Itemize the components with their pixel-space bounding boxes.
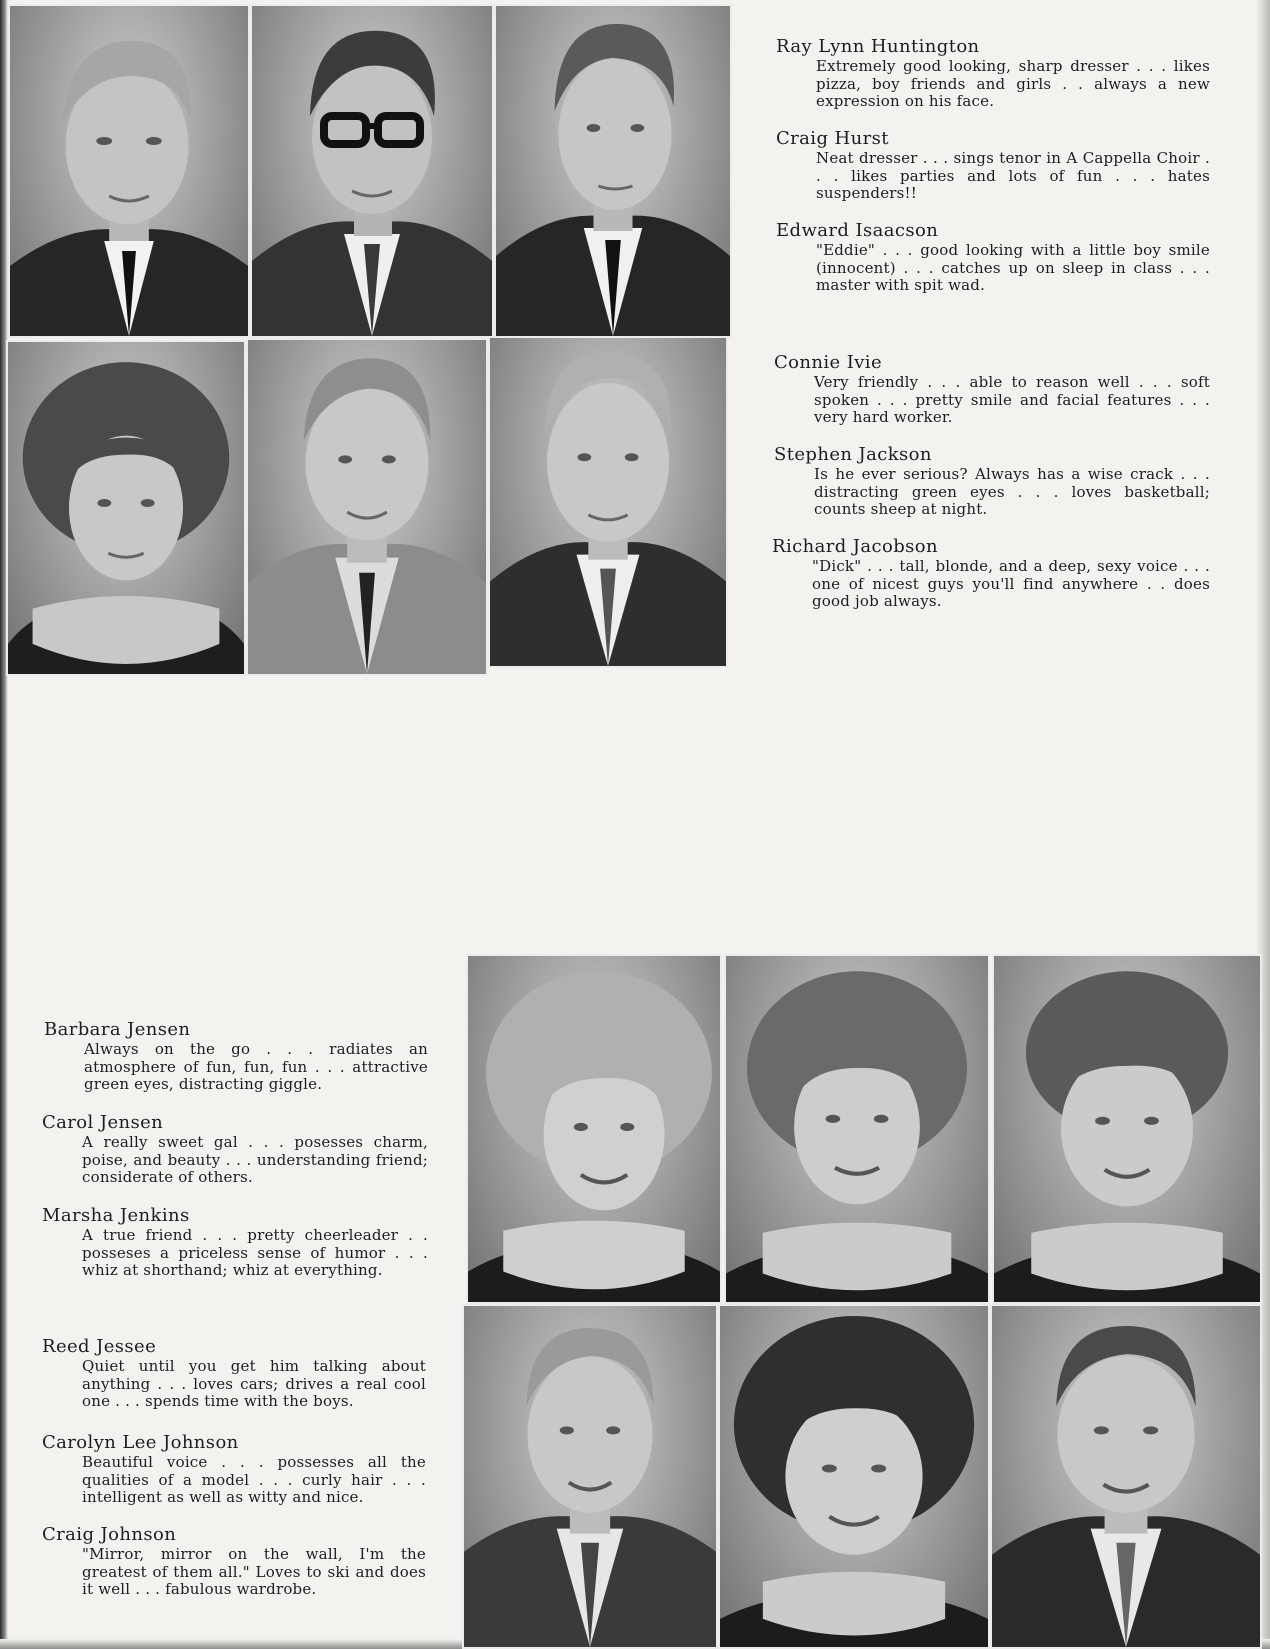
portrait-carol-jensen: [724, 954, 990, 1304]
student-description: "Mirror, mirror on the wall, I'm the greatest of them all." Loves to ski and does it well . . . fabulous wardrobe.: [82, 1545, 426, 1598]
student-name: Stephen Jackson: [774, 444, 932, 465]
bio-entry: [42, 1112, 428, 1187]
page-binding-edge: [0, 0, 8, 1649]
student-name: Carolyn Lee Johnson: [42, 1432, 239, 1453]
student-name: Connie Ivie: [774, 352, 883, 373]
student-name: Craig Johnson: [42, 1524, 177, 1545]
student-name: Richard Jacobson: [772, 536, 939, 557]
bio-entry: [774, 352, 1210, 427]
portrait-connie-ivie: [6, 340, 246, 676]
bio-entry: [776, 128, 1210, 203]
student-description: Extremely good looking, sharp dresser . . . likes pizza, boy friends and girls . . always a new expression on his face.: [816, 57, 1210, 110]
bio-entry: [44, 1019, 428, 1094]
portrait-marsha-jenkins: [992, 954, 1262, 1304]
student-name: Edward Isaacson: [776, 220, 939, 241]
student-description: Very friendly . . . able to reason well . . . soft spoken . . . pretty smile and facial features . . . very hard worker.: [814, 373, 1210, 426]
portrait-barbara-jensen: [466, 954, 722, 1304]
student-description: "Dick" . . . tall, blonde, and a deep, sexy voice . . . one of nicest guys you'll find anywhere . . does good job always.: [812, 557, 1210, 610]
portrait-edward-isaacson: [494, 4, 732, 338]
student-description: Neat dresser . . . sings tenor in A Cappella Choir . . . likes parties and lots of fun . . . hates suspenders!!: [816, 149, 1210, 202]
portrait-richard-jacobson: [488, 336, 728, 668]
portrait-craig-hurst: [250, 4, 494, 338]
bio-entry: [776, 220, 1210, 295]
bio-entry: [42, 1524, 426, 1599]
student-name: Craig Hurst: [776, 128, 889, 149]
portrait-reed-jessee: [462, 1304, 718, 1649]
student-description: Always on the go . . . radiates an atmosphere of fun, fun, fun . . . attractive green eyes, distracting giggle.: [84, 1040, 428, 1093]
bio-entry: [42, 1432, 426, 1507]
portrait-craig-johnson: [990, 1304, 1262, 1649]
student-description: Is he ever serious? Always has a wise crack . . . distracting green eyes . . . loves basketball; counts sheep at night.: [814, 465, 1210, 518]
student-description: A really sweet gal . . . posesses charm, poise, and beauty . . . understanding friend; considerate of others.: [82, 1133, 428, 1186]
bio-entry: [774, 444, 1210, 519]
student-description: Quiet until you get him talking about anything . . . loves cars; drives a real cool one . . . spends time with the boys.: [82, 1357, 426, 1410]
student-name: Carol Jensen: [42, 1112, 164, 1133]
portrait-stephen-jackson: [246, 338, 488, 676]
student-description: "Eddie" . . . good looking with a little boy smile (innocent) . . . catches up on sleep in class . . . master with spit wad.: [816, 241, 1210, 294]
portrait-ray-lynn-huntington: [8, 4, 250, 338]
student-name: Ray Lynn Huntington: [776, 36, 980, 57]
bio-entry: [42, 1205, 428, 1280]
bio-entry: [776, 36, 1210, 111]
portrait-carolyn-lee-johnson: [718, 1304, 990, 1649]
bio-entry: [772, 536, 1210, 611]
student-name: Reed Jessee: [42, 1336, 157, 1357]
student-name: Barbara Jensen: [44, 1019, 191, 1040]
student-name: Marsha Jenkins: [42, 1205, 190, 1226]
student-description: Beautiful voice . . . possesses all the qualities of a model . . . curly hair . . . intelligent as well as witty and nice.: [82, 1453, 426, 1506]
student-description: A true friend . . . pretty cheerleader . . posseses a priceless sense of humor . . . whiz at shorthand; whiz at everything.: [82, 1226, 428, 1279]
bio-entry: [42, 1336, 426, 1411]
